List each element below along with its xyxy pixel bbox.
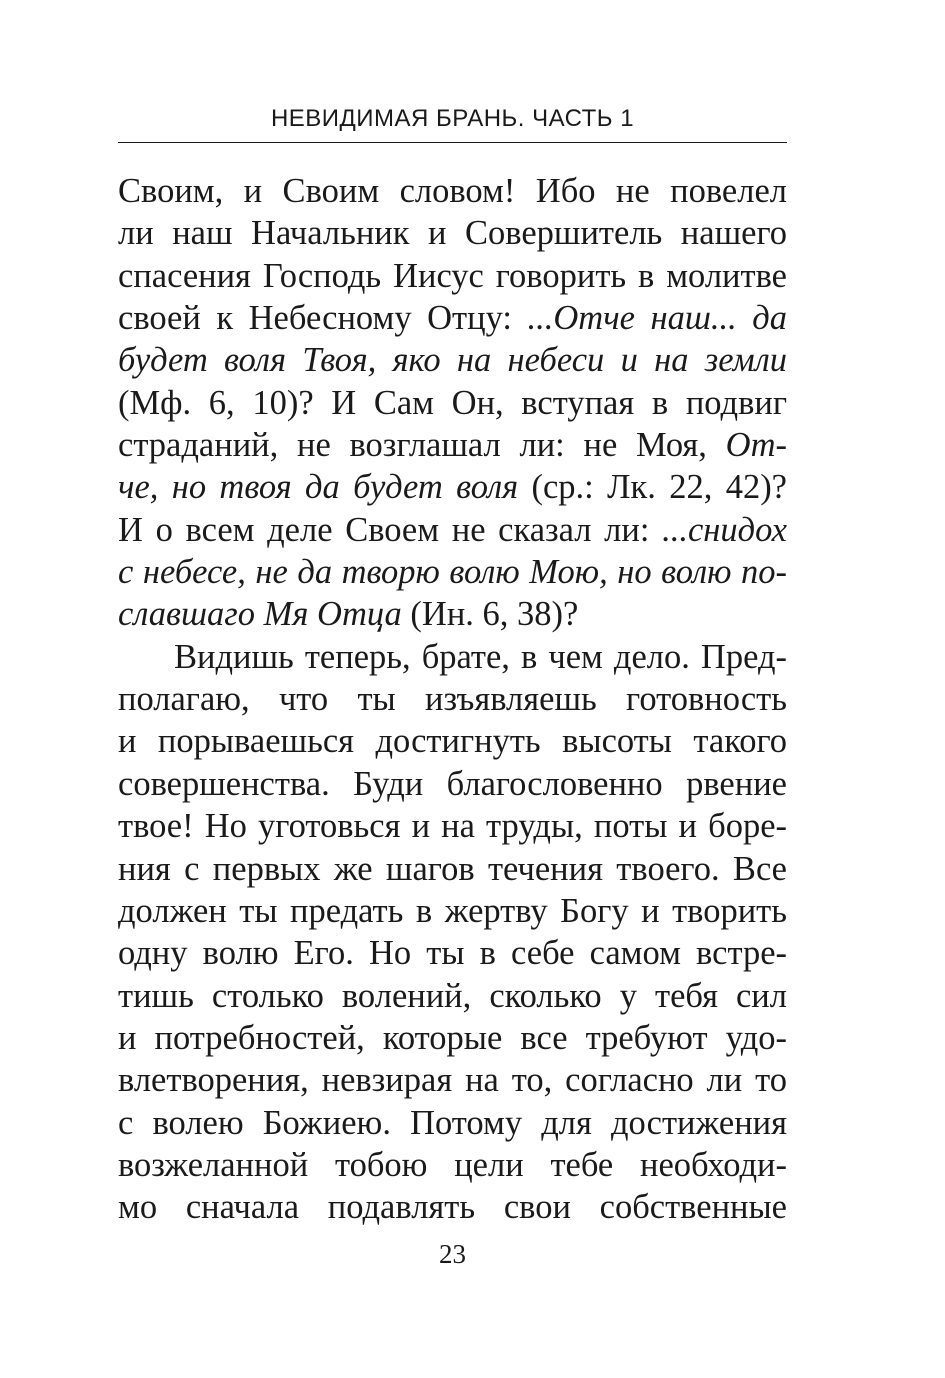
text-line: славшаго Мя Отца (Ин. 6, 38)? <box>118 595 579 634</box>
text-line: тишь столько волений, сколько у тебя сил <box>118 976 787 1015</box>
text-line: и потребностей, которые все требуют удо- <box>118 1018 787 1057</box>
text-line: спасения Господь Иисус говорить в молитве <box>118 256 787 295</box>
running-head: НЕВИДИМАЯ БРАНЬ. ЧАСТЬ 1 <box>270 105 635 132</box>
scripture-quote: ...Отче наш... да <box>527 299 788 338</box>
text-line: влетворения, невзирая на то, согласно ли то <box>118 1061 787 1100</box>
text-line: Своим, и Своим словом! Ибо не повелел <box>118 172 787 210</box>
text-line: полагаю, что ты изъявляешь готовность <box>118 680 787 719</box>
scripture-quote: че, но твоя да будет воля <box>118 468 519 507</box>
text-line: мо сначала подавлять свои собственные <box>118 1188 787 1227</box>
text-line: одну волю Его. Но ты в себе самом встре- <box>118 934 787 973</box>
scripture-quote: с небесе, не да творю волю Мою, но волю по- <box>118 553 787 592</box>
text-line: должен ты предать в жертву Богу и творить <box>118 891 787 930</box>
scripture-quote: ...снидох <box>662 510 787 549</box>
text-line: твое! Но уготовься и на труды, поты и боре- <box>118 807 787 846</box>
header-rule <box>118 142 787 143</box>
scripture-quote: будет воля Твоя, яко на небеси и на земли <box>118 341 787 380</box>
scripture-quote: славшаго Мя Отца <box>118 595 402 634</box>
text-line: че, но твоя да будет воля (ср.: Лк. 22, 42)? <box>118 468 787 507</box>
page-number: 23 <box>439 1239 466 1269</box>
text-line: совершенства. Буди благословенно рвение <box>118 764 787 803</box>
text-line <box>118 339 787 381</box>
text-line: ния с первых же шагов течения твоего. Все <box>118 849 787 888</box>
text-line: И о всем деле Своем не сказал ли: ...снидох <box>118 510 787 549</box>
text-line: своей к Небесному Отцу: ...Отче наш... да <box>118 299 788 338</box>
body-text <box>118 170 787 1229</box>
text-line: и порываешься достигнуть высоты такого <box>118 722 787 761</box>
text-line: с волею Божиею. Потому для достижения <box>118 1103 787 1142</box>
text-line: ли наш Начальник и Совершитель нашего <box>118 214 787 253</box>
text-line: возжеланной тобою цели тебе необходи- <box>118 1145 787 1184</box>
text-line: (Мф. 6, 10)? И Сам Он, вступая в подвиг <box>118 383 787 422</box>
text-line: Видишь теперь, брате, в чем дело. Пред- <box>174 637 787 676</box>
text-line <box>118 551 787 593</box>
text-line: страданий, не возглашал ли: не Моя, От- <box>118 426 787 465</box>
scripture-quote: От- <box>725 426 787 465</box>
